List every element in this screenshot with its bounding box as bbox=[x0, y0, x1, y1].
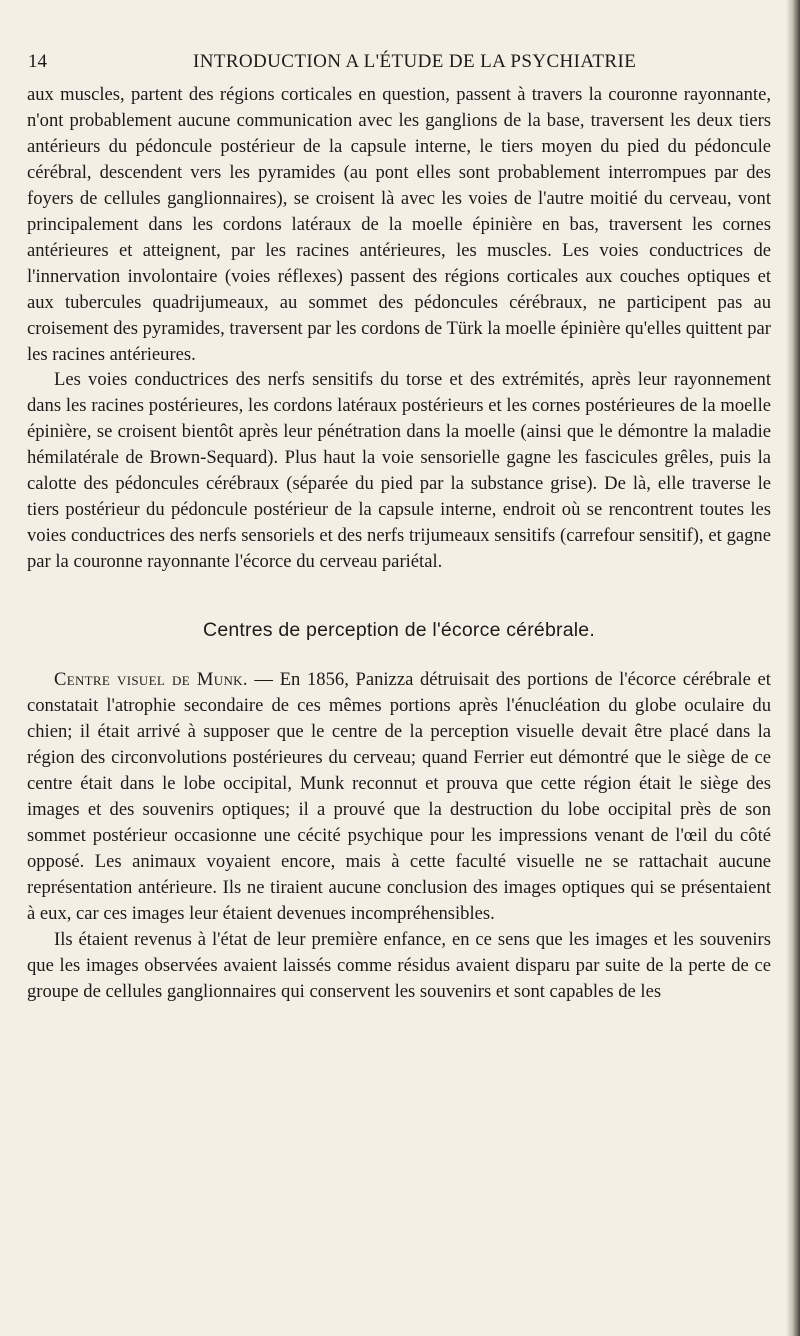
body-text bbox=[27, 82, 771, 1005]
paragraph-first-childhood: Ils étaient revenus à l'état de leur première enfance, en ce sens que les images et les souvenirs que les images observées avaient laissés comme résidus avaient disparu par suite de la perte de ce groupe de cellules ganglionnaires qui conservent les souvenirs et sont capables de les bbox=[27, 928, 771, 1002]
paragraph-visual-centre-text: En 1856, Panizza détruisait des portions de l'écorce cérébrale et constatait l'atrophie secondaire de ces mêmes portions après l'énucléation du globe oculaire du chien; il était arrivé à supposer que le centre de la perception visuelle devait être placé dans la région des circonvolutions postérieures du cerveau; quand Ferrier eut démontré que le siège de ce centre était dans le lobe occipital, Munk reconnut et prouva que cette région était le siège des images et des souvenirs optiques; il a prouvé que la destruction du lobe occipital près de son sommet postérieur occasionne une cécité psychique pour les impressions venant de l'œil du côté opposé. Les animaux voyaient encore, mais à cette faculté visuelle ne se rattachait aucune représentation antérieure. Ils ne tiraient aucune conclusion des images optiques qui se présentaient à eux, car ces images leur étaient devenues incompréhensibles. bbox=[27, 669, 771, 924]
paragraph-continued: aux muscles, partent des régions corticales en question, passent à travers la couronne rayonnante, n'ont probablement aucune communication avec les ganglions de la base, traversent les deux tiers antérieurs du pédoncule postérieur de la capsule interne, le tiers moyen du pied du pédoncule cérébral, descendent vers les pyramides (au pont elles sont probablement interrompues par des foyers de cellules ganglionnaires), se croisent là avec les voies de l'autre moitié du cerveau, vont principalement dans les cordons latéraux de la moelle épinière en bas, traversent les cornes antérieures et atteignent, par les racines antérieures, les muscles. Les voies conductrices de l'innervation involontaire (voies réflexes) passent des régions corticales aux couches optiques et aux tubercules quadrijumeaux, au sommet des pédoncules cérébraux, ne participent pas au croisement des pyramides, traversent par les cordons de Türk la moelle épinière qu'elles quittent par les racines antérieures. bbox=[27, 84, 771, 365]
running-title: INTRODUCTION A L'ÉTUDE DE LA PSYCHIATRIE bbox=[193, 51, 637, 72]
page-number: 14 bbox=[28, 51, 47, 72]
lead-dash: — bbox=[247, 669, 280, 691]
section-heading: Centres de perception de l'écorce cérébrale. bbox=[203, 619, 595, 642]
paragraph-sensory-pathways: Les voies conductrices des nerfs sensitifs du torse et des extrémités, après leur rayonnement dans les racines postérieures, les cordons latéraux postérieurs et les cornes postérieures de la moelle épinière, se croisent bientôt après leur pénétration dans la moelle (ainsi que le démontre la maladie hémilatérale de Brown-Sequard). Plus haut la voie sensorielle gagne les fascicules grêles, puis la calotte des pédoncules cérébraux (séparée du pied par la substance grise). De là, elle traverse le tiers postérieur du pédoncule postérieur de la capsule interne, endroit où se rencontrent toutes les voies conductrices des nerfs sensoriels et des nerfs trijumeaux sensitifs (carrefour sensitif), et gagne par la couronne rayonnante l'écorce du cerveau pariétal. bbox=[27, 369, 771, 573]
running-head bbox=[28, 48, 772, 78]
section-lead-label: Centre visuel de Munk. bbox=[54, 669, 248, 691]
page-edge-shadow bbox=[786, 0, 800, 1336]
paragraph-visual-centre bbox=[27, 667, 771, 927]
